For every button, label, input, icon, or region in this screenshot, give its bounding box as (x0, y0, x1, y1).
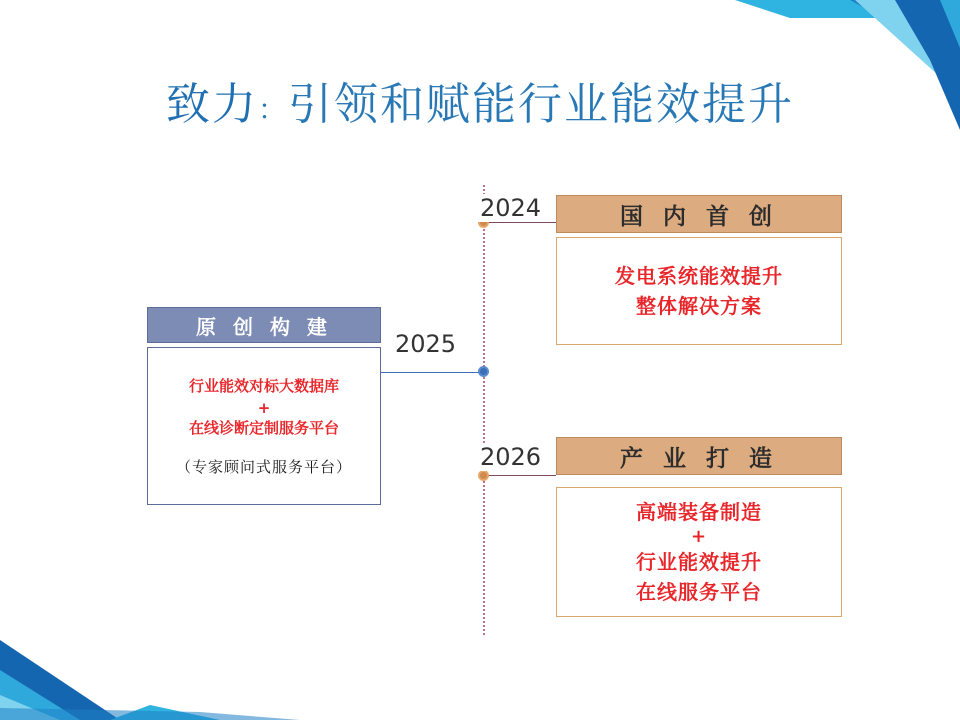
card-body-1 (556, 237, 842, 345)
left-card-line2: 在线诊断定制服务平台 (188, 418, 339, 437)
timeline-axis (483, 185, 487, 635)
year-label-2024: 2024 (477, 194, 544, 222)
card-2-line-1: 高端装备制造 (636, 500, 762, 525)
card-header-2: 产 业 打 造 (556, 437, 842, 475)
connector-2026 (484, 475, 556, 476)
connector-2024 (484, 222, 556, 223)
card-2-line-3: 行业能效提升 (636, 549, 762, 574)
year-label-2025: 2025 (392, 330, 459, 358)
card-body-2 (556, 487, 842, 617)
left-card-note: （专家顾问式服务平台） (175, 457, 352, 476)
left-card-body (147, 347, 381, 505)
timeline-node-2026 (478, 470, 489, 481)
card-1-line-1: 发电系统能效提升 (615, 264, 783, 288)
left-card-header: 原 创 构 建 (147, 307, 381, 343)
year-label-2026: 2026 (477, 443, 544, 471)
page-title-colon: ： (257, 93, 288, 126)
left-card-line1: 行业能效对标大数据库 (188, 377, 339, 396)
page-title-strong: 致力 (165, 79, 258, 130)
card-2-line-4: 在线服务平台 (636, 579, 762, 604)
bottom-left-decoration (0, 600, 300, 720)
left-card-plus: + (257, 398, 271, 417)
timeline-node-2025 (478, 366, 489, 377)
connector-2025 (381, 372, 484, 373)
card-2-line-2: + (690, 526, 708, 548)
page-title-rest: 引领和赋能行业能效提升 (288, 79, 794, 130)
card-1-line-2: 整体解决方案 (636, 294, 762, 318)
card-header-1: 国 内 首 创 (556, 195, 842, 233)
page-title (0, 68, 960, 132)
